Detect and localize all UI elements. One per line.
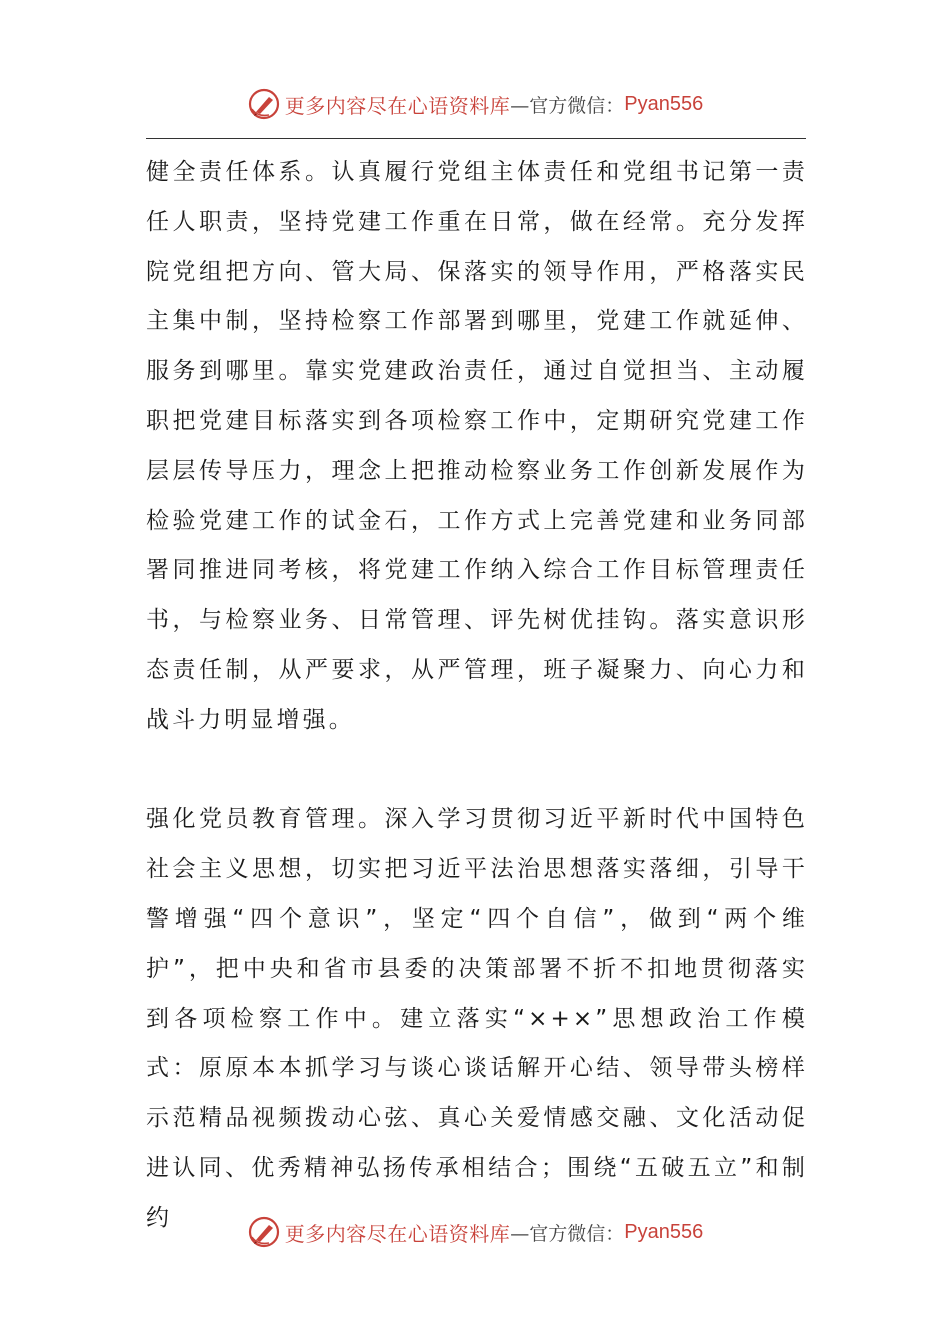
paragraph: 健全责任体系。认真履行党组主体责任和党组书记第一责任人职责，坚持党建工作重在日常，做在经常。充分发挥院党组把方向、管大局、保落实的领导作用，严格落实民主集中制，坚持检察工作部署到哪里，党建工作就延伸、服务到哪里。靠实党建政治责任，通过自觉担当、主动履职把党建目标落实到各项检察工作中，定期研究党建工作层层传导压力，理念上把推动检察业务工作创新发展作为检验党建工作的试金石，工作方式上完善党建和业务同部署同推进同考核，将党建工作纳入综合工作目标管理责任书，与检察业务、日常管理、评先树优挂钩。落实意识形态责任制，从严要求，从严管理，班子凝聚力、向心力和战斗力明显增强。 — [146, 159, 808, 733]
header-divider — [146, 138, 806, 139]
banner-official-label: —官方微信： — [510, 94, 625, 117]
pen-logo-icon — [247, 87, 281, 121]
banner-wechat-id: Pyan556 — [624, 1220, 704, 1243]
header-banner — [0, 82, 950, 126]
banner-official-label: —官方微信： — [510, 1222, 625, 1245]
pen-logo-icon — [247, 1215, 281, 1249]
banner-text: 更多内容尽在心语资料库 — [284, 93, 511, 118]
banner-wechat-id: Pyan556 — [624, 92, 704, 115]
document-body — [146, 148, 808, 1244]
paragraph: 强化党员教育管理。深入学习贯彻习近平新时代中国特色社会主义思想，切实把习近平法治思想落实落细，引导干警增强“四个意识”，坚定“四个自信”，做到“两个维护”，把中央和省市县委的决策部署不折不扣地贯彻落实到各项检察工作中。建立落实“×+×”思想政治工作模式：原原本本抓学习与谈心谈话解开心结、领导带头榜样示范精品视频拨动心弦、真心关爱情感交融、文化活动促进认同、优秀精神弘扬传承相结合；围绕“五破五立”和制约 — [146, 806, 808, 1231]
footer-banner — [0, 1210, 950, 1254]
banner-text: 更多内容尽在心语资料库 — [284, 1221, 511, 1246]
